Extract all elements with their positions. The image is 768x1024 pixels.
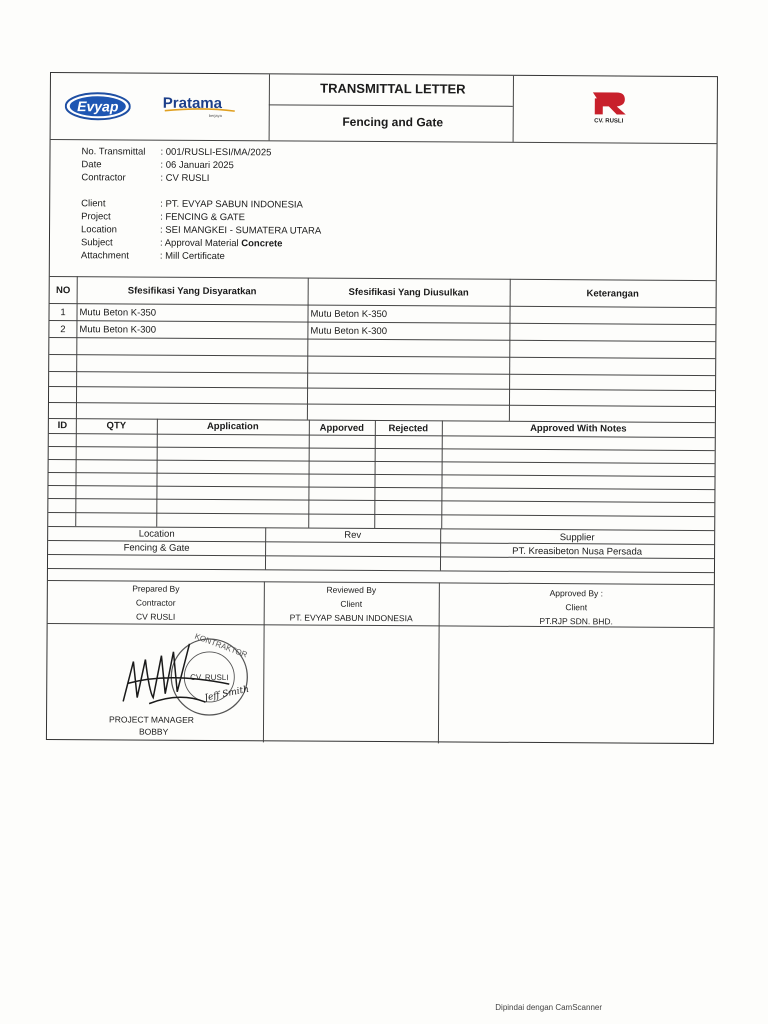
supplier-value: PT. Kreasibeton Nusa Persada xyxy=(512,545,643,558)
approved-by-company: PT.RJP SDN. BHD. xyxy=(539,615,613,627)
info-label-contractor: Contractor xyxy=(81,172,126,184)
info-label-no-transmittal: No. Transmittal xyxy=(81,146,146,158)
info-label-date: Date xyxy=(81,159,102,171)
info-label-subject: Subject xyxy=(80,237,113,249)
svg-text:KONTRAKTOR: KONTRAKTOR xyxy=(193,631,249,660)
scanner-watermark: Dipindai dengan CamScanner xyxy=(495,1003,602,1012)
svg-text:CV. RUSLI: CV. RUSLI xyxy=(594,118,624,125)
approved-by-label: Approved By : xyxy=(549,588,604,599)
info-label-attachment: Attachment xyxy=(80,250,129,262)
info-value-client: : PT. EVYAP SABUN INDONESIA xyxy=(160,198,303,211)
cv-rusli-logo xyxy=(579,88,639,124)
prepared-by-company: CV RUSLI xyxy=(136,611,176,622)
info-label-client: Client xyxy=(81,198,106,210)
spec-row-1-proposed: Mutu Beton K-350 xyxy=(310,308,388,321)
spec-header-required: Sfesifikasi Yang Disyaratkan xyxy=(127,285,257,298)
contractor-signature-stamp xyxy=(109,631,260,724)
approved-by-role: Client xyxy=(565,602,588,613)
svg-text:berjaya: berjaya xyxy=(208,112,222,119)
location-value: Fencing & Gate xyxy=(123,542,190,554)
reviewed-by-role: Client xyxy=(340,598,363,609)
info-value-location: : SEI MANGKEI - SUMATERA UTARA xyxy=(160,224,322,237)
spec-header-no: NO xyxy=(56,285,71,297)
rev-value xyxy=(265,543,440,544)
svg-text:CV. RUSLI: CV. RUSLI xyxy=(190,672,229,683)
info-label-location: Location xyxy=(81,224,117,236)
location-header: Location xyxy=(138,528,175,540)
supplier-header: Supplier xyxy=(559,532,595,544)
spec-header-remarks: Keterangan xyxy=(586,288,639,300)
prepared-by-label: Prepared By xyxy=(132,583,180,594)
info-value-date: : 06 Januari 2025 xyxy=(160,159,234,172)
spec-row-2-no: 2 xyxy=(60,324,66,336)
info-value-contractor: : CV RUSLI xyxy=(160,172,210,184)
spec-row-2-required: Mutu Beton K-300 xyxy=(79,324,157,336)
evyap-logo xyxy=(65,91,131,121)
qty-header-approved: Apporved xyxy=(319,422,365,434)
spec-row-1-required: Mutu Beton K-350 xyxy=(79,307,157,319)
signer-name: BOBBY xyxy=(138,726,169,737)
document-title: TRANSMITTAL LETTER xyxy=(320,80,466,97)
reviewed-by-label: Reviewed By xyxy=(326,584,377,596)
svg-text:Pratama: Pratama xyxy=(162,94,223,113)
spec-header-proposed: Sfesifikasi Yang Diusulkan xyxy=(348,286,469,299)
signer-title: PROJECT MANAGER xyxy=(109,714,194,725)
pratama-logo xyxy=(163,94,243,118)
document-subtitle: Fencing and Gate xyxy=(342,114,444,130)
info-value-project: : FENCING & GATE xyxy=(160,211,245,224)
prepared-by-role: Contractor xyxy=(135,597,176,608)
reviewed-by-company: PT. EVYAP SABUN INDONESIA xyxy=(289,612,413,624)
rev-header: Rev xyxy=(344,529,362,541)
spec-row-2-proposed: Mutu Beton K-300 xyxy=(310,325,388,338)
qty-header-rejected: Rejected xyxy=(388,423,429,435)
info-value-no-transmittal: : 001/RUSLI-ESI/MA/2025 xyxy=(160,146,272,159)
spec-row-1-no: 1 xyxy=(60,307,66,319)
qty-header-id: ID xyxy=(57,420,68,432)
qty-header-qty: QTY xyxy=(106,420,127,432)
qty-header-application: Application xyxy=(206,420,259,433)
info-value-attachment: : Mill Certificate xyxy=(159,250,225,263)
qty-header-approved-with-notes: Approved With Notes xyxy=(530,422,627,435)
transmittal-sheet xyxy=(46,72,718,744)
info-label-project: Project xyxy=(81,211,111,223)
info-value-subject: : Approval Material Concrete xyxy=(159,237,283,250)
svg-text:Evyap: Evyap xyxy=(77,98,119,115)
svg-text:Jeff Smith: Jeff Smith xyxy=(203,684,250,704)
